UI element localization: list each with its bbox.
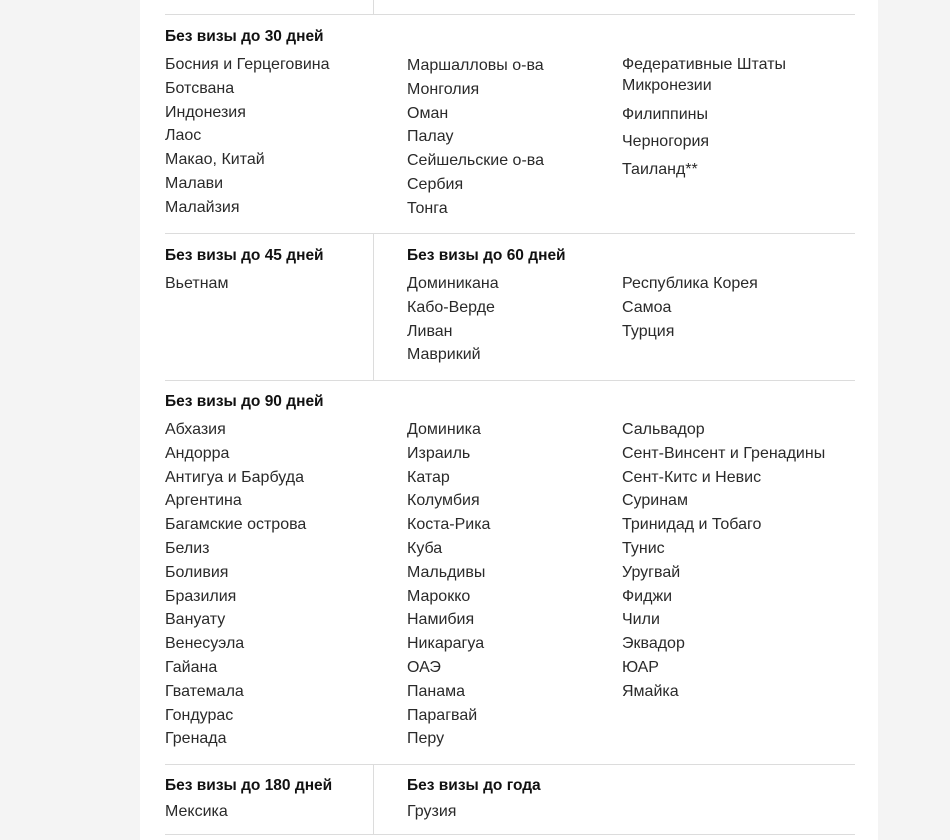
country-item: Израиль <box>407 444 471 462</box>
country-item: Таиланд** <box>622 161 698 178</box>
country-item: Бразилия <box>165 587 237 605</box>
row-divider <box>165 764 855 765</box>
column-divider <box>373 764 374 834</box>
country-item: Кабо-Верде <box>407 298 495 316</box>
country-item: Колумбия <box>407 492 480 510</box>
section-heading-45-days: Без визы до 45 дней <box>165 247 324 264</box>
country-item: Доминикана <box>407 275 499 292</box>
country-item: Андорра <box>165 444 230 462</box>
section-heading-60-days: Без визы до 60 дней <box>407 247 566 264</box>
country-item: Тунис <box>622 539 665 557</box>
country-item: ОАЭ <box>407 658 441 676</box>
country-item: Босния и Герцеговина <box>165 56 330 73</box>
country-item: Абхазия <box>165 421 226 438</box>
country-item: Аргентина <box>165 492 242 510</box>
country-item: Ливан <box>407 322 453 340</box>
country-list-30-days-col-1 <box>165 53 330 220</box>
country-list-year <box>407 800 456 824</box>
country-list-180-days <box>165 800 228 824</box>
country-item: Гренада <box>165 730 227 748</box>
country-item: Сент-Винсент и Гренадины <box>622 444 826 462</box>
country-item: Сейшельские о-ва <box>407 152 544 170</box>
country-item: Ямайка <box>622 682 679 700</box>
country-item: Боливия <box>165 563 229 581</box>
country-item: Уругвай <box>622 563 681 581</box>
country-item: Панама <box>407 682 466 700</box>
row-divider <box>165 380 855 381</box>
country-item: Намибия <box>407 611 475 629</box>
country-list-60-days-col-2 <box>622 272 758 343</box>
country-item: Сент-Китс и Невис <box>622 468 762 486</box>
country-item: Гватемала <box>165 682 244 700</box>
country-item: Парагвай <box>407 706 478 724</box>
country-item: Турция <box>622 322 675 340</box>
country-item: Антигуа и Барбуда <box>165 468 304 486</box>
country-item: Катар <box>407 468 450 486</box>
country-item: Гондурас <box>165 706 234 724</box>
section-heading-90-days: Без визы до 90 дней <box>165 393 324 410</box>
country-item: Самоа <box>622 298 672 316</box>
country-item: Эквадор <box>622 635 685 653</box>
country-item: Мексика <box>165 803 228 820</box>
country-list-45-days <box>165 272 228 296</box>
column-divider <box>373 0 374 14</box>
section-heading-year: Без визы до года <box>407 777 541 794</box>
country-list-30-days-col-2 <box>407 54 544 221</box>
country-item: Марокко <box>407 587 471 605</box>
country-item: Венесуэла <box>165 635 245 653</box>
country-item: Чили <box>622 611 660 629</box>
country-item: Оман <box>407 104 449 122</box>
country-item: Лаос <box>165 127 202 145</box>
country-item: Палау <box>407 128 454 146</box>
country-item: Сербия <box>407 175 464 193</box>
row-divider <box>165 233 855 234</box>
row-divider <box>165 834 855 835</box>
country-item: Перу <box>407 730 445 748</box>
country-item: ЮАР <box>622 658 659 676</box>
country-item: Черногория <box>622 133 710 150</box>
country-item: Никарагуа <box>407 635 485 653</box>
country-item: Макао, Китай <box>165 151 265 169</box>
row-divider <box>165 14 855 15</box>
country-item: Республика Корея <box>622 275 758 292</box>
country-item: Багамские острова <box>165 516 307 534</box>
country-item: Гайана <box>165 658 218 676</box>
country-item: Малави <box>165 174 224 192</box>
country-list-30-days-col-3 <box>622 54 822 184</box>
country-list-90-days-col-1 <box>165 418 306 751</box>
country-item: Малайзия <box>165 198 240 216</box>
country-item: Ботсвана <box>165 79 235 97</box>
country-item: Филиппины <box>622 106 708 123</box>
section-heading-180-days: Без визы до 180 дней <box>165 777 333 794</box>
country-list-60-days-col-1 <box>407 272 499 367</box>
country-item: Монголия <box>407 80 480 98</box>
country-item: Индонезия <box>165 103 246 121</box>
country-item: Доминика <box>407 421 481 438</box>
country-item: Мальдивы <box>407 563 486 581</box>
country-item: Тонга <box>407 199 448 217</box>
country-item: Федеративные Штаты Микронезии <box>622 56 787 94</box>
country-item: Маврикий <box>407 346 481 364</box>
country-item: Маршалловы о-ва <box>407 57 544 74</box>
country-item: Белиз <box>165 539 210 557</box>
country-list-90-days-col-3 <box>622 418 825 704</box>
country-item: Фиджи <box>622 587 673 605</box>
country-item: Вануату <box>165 611 226 629</box>
country-item: Суринам <box>622 492 688 510</box>
country-item: Коста-Рика <box>407 516 491 534</box>
section-heading-30-days: Без визы до 30 дней <box>165 28 324 45</box>
column-divider <box>373 233 374 380</box>
country-item: Куба <box>407 539 443 557</box>
country-item: Тринидад и Тобаго <box>622 516 762 534</box>
country-item: Сальвадор <box>622 421 705 438</box>
country-item: Грузия <box>407 803 457 820</box>
country-item: Вьетнам <box>165 275 229 292</box>
country-list-90-days-col-2 <box>407 418 490 751</box>
